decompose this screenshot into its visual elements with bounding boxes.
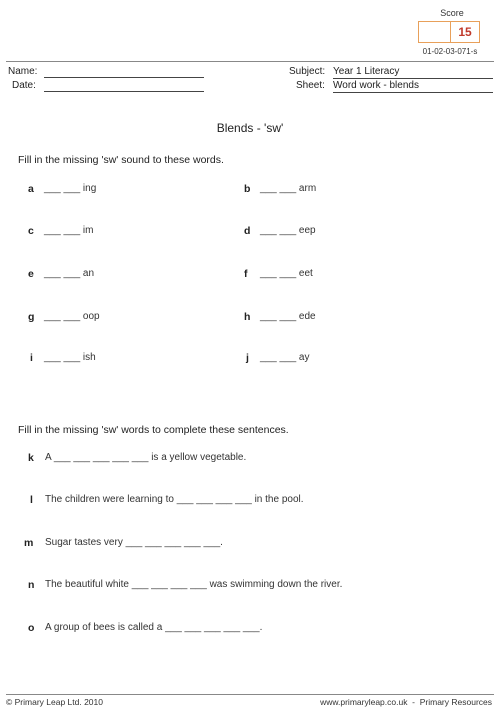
word-item-b[interactable]: ___ ___ arm bbox=[260, 183, 317, 194]
footer-website-link[interactable]: www.primaryleap.co.uk - Primary Resources bbox=[320, 697, 492, 707]
score-input-cell[interactable] bbox=[419, 22, 451, 42]
score-label: Score bbox=[440, 8, 464, 18]
item-letter-g: g bbox=[28, 311, 35, 323]
item-letter-i: i bbox=[30, 352, 33, 364]
sheet-value: Word work - blends bbox=[333, 80, 493, 93]
date-label: Date: bbox=[12, 80, 36, 91]
subject-value: Year 1 Literacy bbox=[333, 66, 493, 79]
date-field[interactable] bbox=[44, 91, 204, 92]
footer-divider bbox=[6, 694, 494, 695]
worksheet-code: 01-02-03-071-s bbox=[422, 47, 478, 56]
item-letter-c: c bbox=[28, 225, 34, 237]
sentence-item-m[interactable]: Sugar tastes very ___ ___ ___ ___ ___. bbox=[45, 537, 223, 548]
word-item-i[interactable]: ___ ___ ish bbox=[44, 352, 96, 363]
item-letter-h: h bbox=[244, 311, 251, 323]
subject-label: Subject: bbox=[289, 66, 326, 77]
word-item-h[interactable]: ___ ___ ede bbox=[260, 311, 316, 322]
word-item-e[interactable]: ___ ___ an bbox=[44, 268, 95, 279]
item-letter-b: b bbox=[244, 183, 251, 195]
item-letter-a: a bbox=[28, 183, 34, 195]
section2-instruction: Fill in the missing 'sw' words to complete these sentences. bbox=[18, 424, 289, 436]
sentence-letter-m: m bbox=[24, 537, 34, 549]
sentence-item-n[interactable]: The beautiful white ___ ___ ___ ___ was swimming down the river. bbox=[45, 579, 343, 590]
sentence-letter-k: k bbox=[28, 452, 34, 464]
item-letter-e: e bbox=[28, 268, 34, 280]
word-item-f[interactable]: ___ ___ eet bbox=[260, 268, 313, 279]
score-box bbox=[418, 21, 480, 43]
word-item-c[interactable]: ___ ___ im bbox=[44, 225, 94, 236]
word-item-j[interactable]: ___ ___ ay bbox=[260, 352, 310, 363]
item-letter-f: f bbox=[244, 268, 248, 280]
word-item-d[interactable]: ___ ___ eep bbox=[260, 225, 316, 236]
sheet-label: Sheet: bbox=[296, 80, 325, 91]
section1-instruction: Fill in the missing 'sw' sound to these words. bbox=[18, 154, 224, 166]
sentence-item-l[interactable]: The children were learning to ___ ___ ___ ___ in the pool. bbox=[45, 494, 304, 505]
header-divider bbox=[6, 61, 494, 62]
sentence-letter-o: o bbox=[28, 622, 35, 634]
page-title: Blends - 'sw' bbox=[216, 121, 284, 135]
sentence-letter-l: l bbox=[30, 494, 33, 506]
name-label: Name: bbox=[8, 66, 38, 77]
word-item-a[interactable]: ___ ___ ing bbox=[44, 183, 97, 194]
sentence-item-o[interactable]: A group of bees is called a ___ ___ ___ ___ ___. bbox=[45, 622, 263, 633]
sentence-item-k[interactable]: A ___ ___ ___ ___ ___ is a yellow vegetable. bbox=[45, 452, 247, 463]
item-letter-j: j bbox=[246, 352, 249, 364]
score-value: 15 bbox=[458, 25, 472, 39]
word-item-g[interactable]: ___ ___ oop bbox=[44, 311, 100, 322]
item-letter-d: d bbox=[244, 225, 251, 237]
sentence-letter-n: n bbox=[28, 579, 35, 591]
name-field[interactable] bbox=[44, 77, 204, 78]
footer-copyright: © Primary Leap Ltd. 2010 bbox=[6, 697, 103, 707]
